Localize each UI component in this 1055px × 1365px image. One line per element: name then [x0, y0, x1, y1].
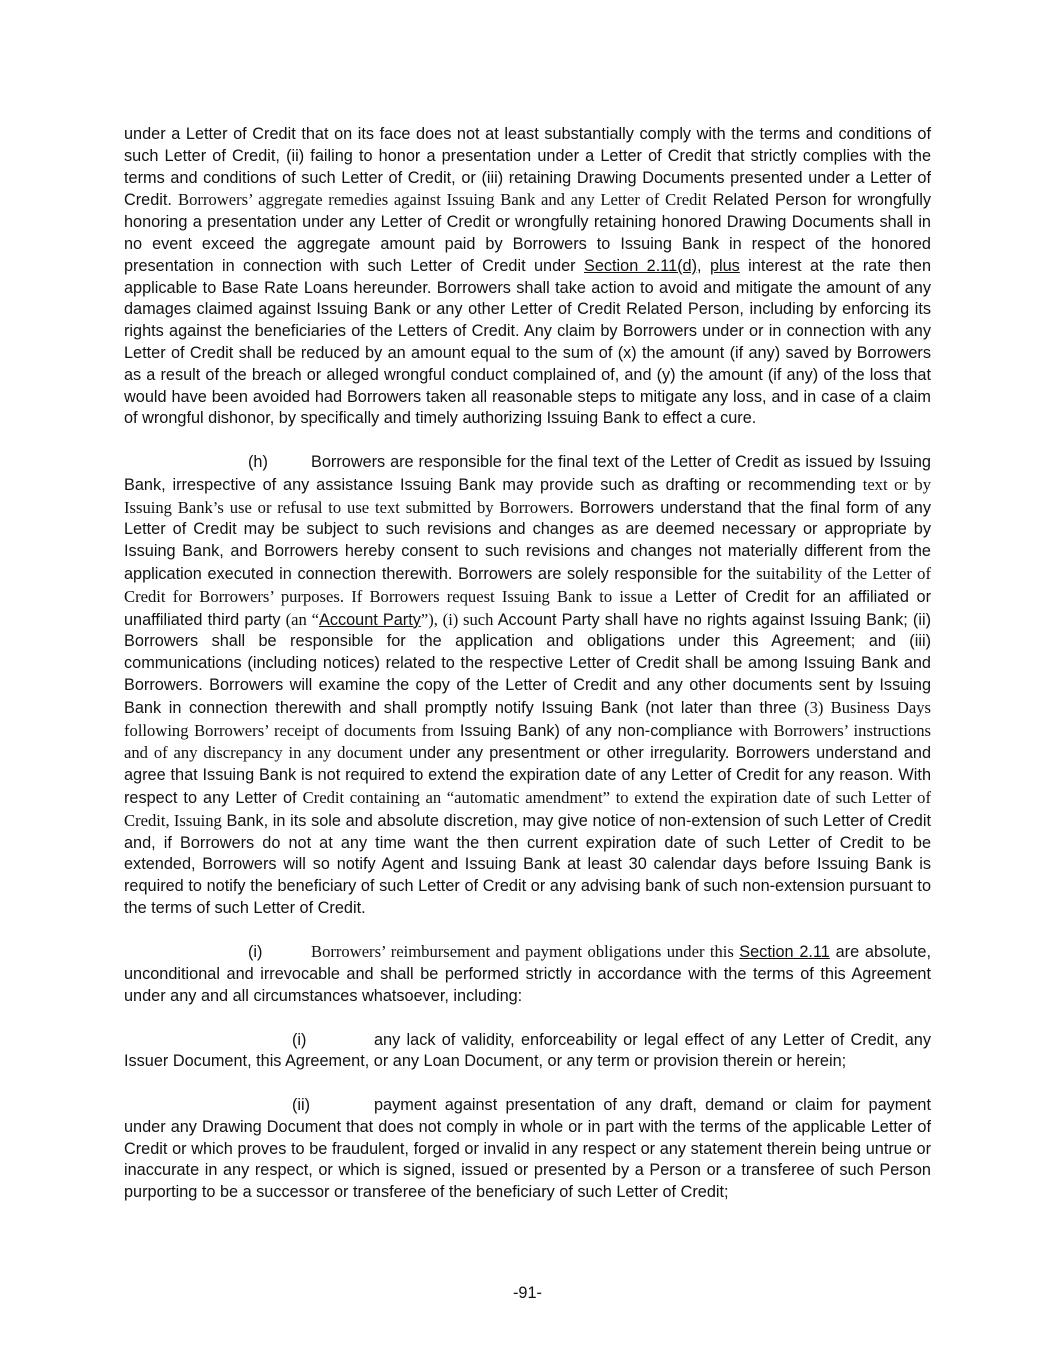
- text-run: (3) Business Days following Borrowers’ receipt of documents from: [124, 697, 932, 740]
- text-run: are absolute, unconditional and irrevocable and shall be performed strictly in accordance with the terms of this Agreement under any and all circumstances whatsoever, including:: [124, 943, 931, 1006]
- text-run: any lack of validity, enforceability or legal effect of any Letter of Credit, any Issuer Document, this Agreement, or any Loan Document, or any term or provision therein or herein;: [124, 1030, 931, 1071]
- text-run: (an “: [285, 609, 319, 629]
- subparagraph-label-i: (i): [292, 1030, 307, 1049]
- text-run: payment against presentation of any draft, demand or claim for payment under any Drawing Document that does not comply in whole or in part with the terms of the applicable Letter of Credit or which proves to be fraudulent, forged or invalid in any respect or any statement therein being untrue or inaccurate in any respect, or which is signed, issued or presented by a Person or a transferee of such Person purporting to be a successor or transferee of the beneficiary of such Letter of Credit;: [124, 1096, 931, 1202]
- paragraph-i: [124, 941, 931, 1007]
- paragraph-label-h: (h): [248, 452, 268, 471]
- page-number: -91-: [513, 1284, 542, 1302]
- text-run: Bank, in its sole and absolute discretion, may give notice of non-extension of such Letter of Credit and, if Borrowers do not at any time want the then current expiration date of such Letter of Credit to be extended, Borrowers will so notify Agent and Issuing Bank at least 30 calendar days before Issuing Bank is required to notify the beneficiary of such Letter of Credit or any advising bank of such non-extension pursuant to the terms of such Letter of Credit.: [124, 811, 931, 917]
- defined-term-account-party: Account Party: [318, 610, 421, 629]
- paragraph-label-i: (i): [248, 943, 263, 962]
- text-run: ,: [697, 256, 710, 275]
- text-run: Related Person for wrongfully honoring a presentation under any Letter of Credit or wrongfully retaining honored Drawing Documents shall in no event exceed the aggregate amount paid by Borrowers to Issuing Bank in respect of the honored presentation in connection with such Letter of Credit under: [124, 191, 931, 275]
- text-run: Borrowers understand that the final form of any Letter of Credit may be subject to such revisions and changes as are deemed necessary or appropriate by Issuing Bank, and Borrowers hereby consent to such revisions and changes not materially different from the application executed in connection therewith. Borrowers are solely responsible for the: [124, 498, 931, 583]
- text-run: Borrowers’ reimbursement and payment obligations under this: [311, 942, 740, 962]
- text-run: Letter of Credit for an affiliated or unaffiliated third party: [124, 587, 931, 629]
- section-reference-2-11: Section 2.11: [739, 943, 830, 962]
- text-run: text or by Issuing Bank’s use or refusal to use text submitted by Borrowers.: [124, 474, 931, 517]
- text-run: suitability of the Letter of Credit for Borrowers’ purposes. If Borrowers request Issuing Bank to issue a: [124, 563, 932, 606]
- text-run: ”), (i) such: [420, 609, 494, 629]
- underlined-plus: plus: [709, 256, 740, 275]
- text-run: Account Party shall have no rights against Issuing Bank; (ii) Borrowers shall be responsible for the application and obligations under this Agreement; and (iii) communications (including notices) related to the respective Letter of Credit shall be among Issuing Bank and Borrowers. Borrowers will examine the copy of the Letter of Credit and any other documents sent by Issuing Bank in connection therewith and shall promptly notify Issuing Bank (not later than three: [124, 610, 931, 717]
- text-run: Issuing Bank) of any non-compliance: [453, 721, 739, 740]
- document-page: [124, 124, 931, 1226]
- subparagraph-i-i: [124, 1030, 931, 1074]
- text-run: Borrowers’ aggregate remedies against Issuing Bank and any Letter of Credit: [178, 190, 707, 210]
- paragraph-g-continuation: [124, 124, 931, 430]
- text-run: Credit containing an “automatic amendment” to extend the expiration date of such Letter of Credit, Issuing: [124, 787, 931, 830]
- subparagraph-label-ii: (ii): [292, 1096, 311, 1115]
- text-run: with Borrowers’ instructions and of any discrepancy in any document: [124, 720, 931, 763]
- text-run: interest at the rate then applicable to Base Rate Loans hereunder. Borrowers shall take action to avoid and mitigate the amount of any damages claimed against Issuing Bank or any other Letter of Credit Related Person, including by enforcing its rights against the beneficiaries of the Letters of Credit. Any claim by Borrowers under or in connection with any Letter of Credit shall be reduced by an amount equal to the sum of (x) the amount (if any) saved by Borrowers as a result of the breach or alleged wrongful conduct complained of, and (y) the amount (if any) of the loss that would have been avoided had Borrowers taken all reasonable steps to mitigate any loss, and in case of a claim of wrongful dishonor, by specifically and timely authorizing Issuing Bank to effect a cure.: [124, 256, 931, 428]
- text-run: Borrowers are responsible for the final text of the Letter of Credit as issued by Issuing Bank, irrespective of any assistance Issuing Bank may provide such as drafting or recommending: [124, 452, 931, 494]
- text-run: under a Letter of Credit that on its face does not at least substantially comply with the terms and conditions of such Letter of Credit, (ii) failing to honor a presentation under a Letter of Credit that strictly complies with the terms and conditions of such Letter of Credit, or (iii) retaining Drawing Documents presented under a Letter of Credit.: [124, 125, 931, 210]
- paragraph-h: [124, 452, 931, 920]
- subparagraph-i-ii: [124, 1095, 931, 1204]
- section-reference-2-11-d: Section 2.11(d): [583, 256, 698, 275]
- text-run: under any presentment or other irregularity. Borrowers understand and agree that Issuing Bank is not required to extend the expiration date of any Letter of Credit for any reason. With respect to any Letter of: [124, 744, 931, 807]
